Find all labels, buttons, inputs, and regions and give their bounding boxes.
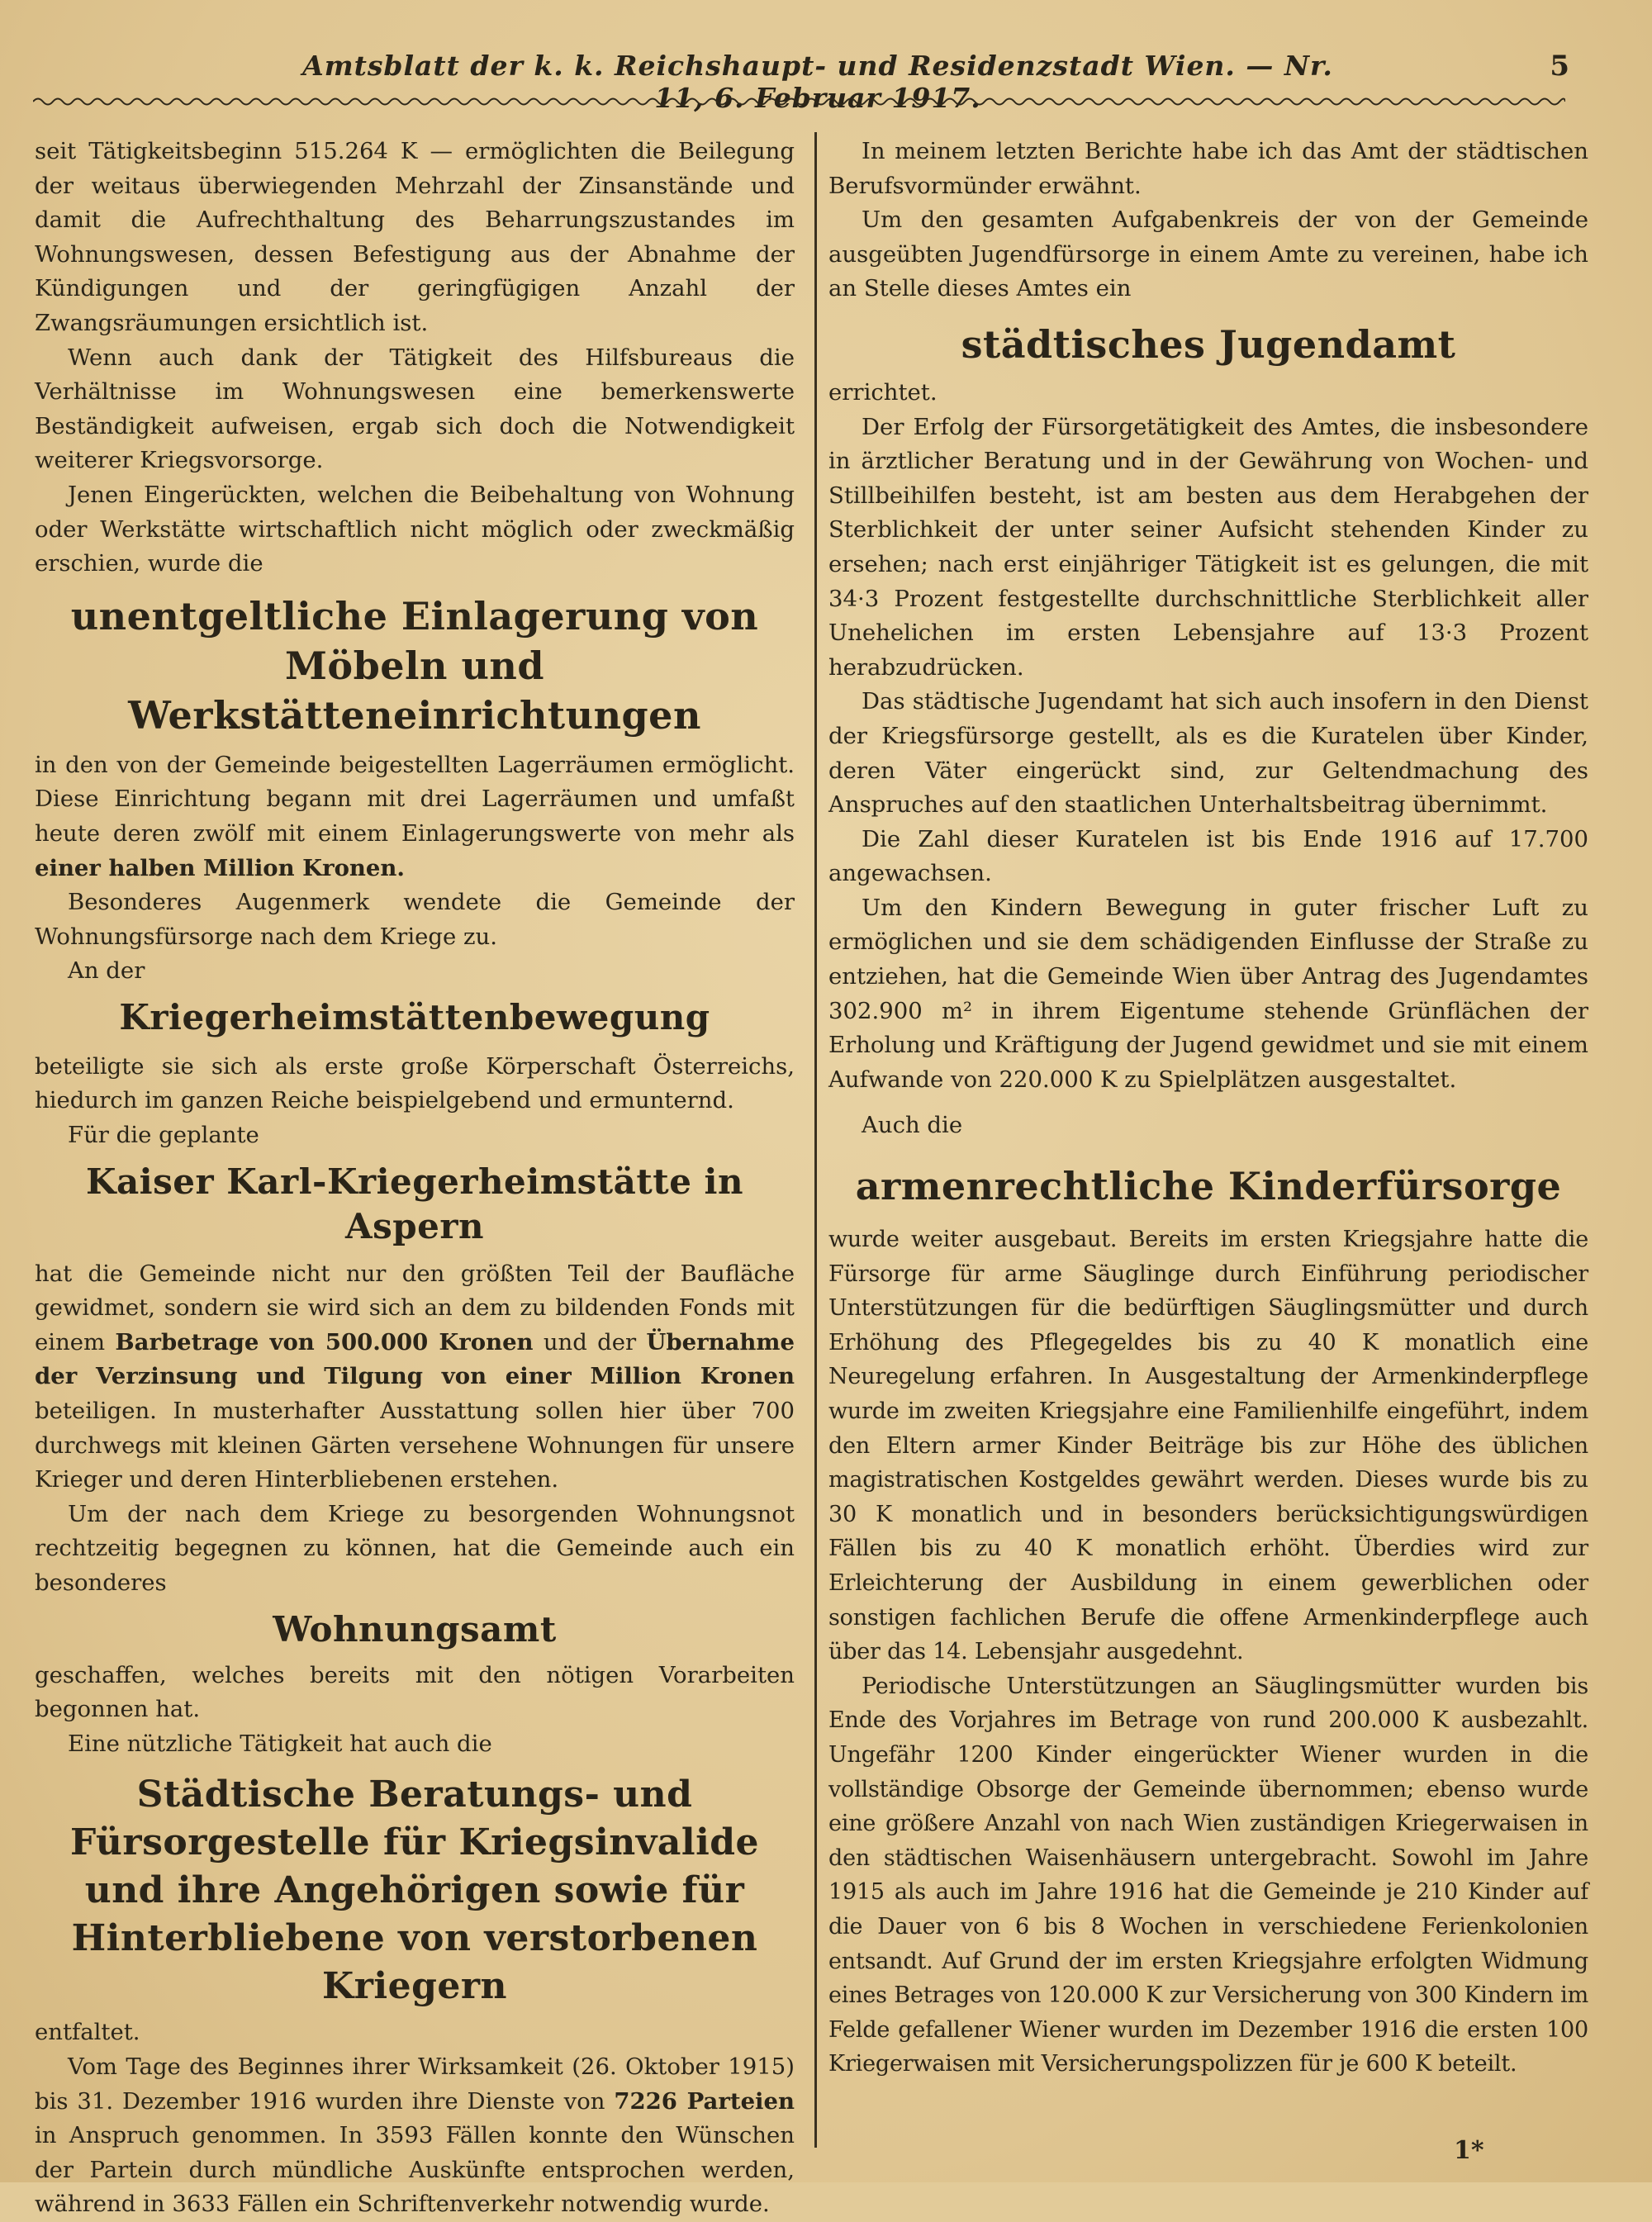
paragraph: Um den gesamten Aufgabenkreis der von der Gemeinde ausgeübten Jugendfürsorge in einem Amte zu vereinen, habe ich an Stelle dieses Amtes ein [828,207,1588,302]
paragraph: Periodische Unterstützungen an Säuglingsmütter wurden bis Ende des Vorjahres im Betrage von rund 200.000 K ausbezahlt. Ungefähr 1200 Kinder eingerückter Wiener wurden in die vollständige Obsorge der Gemeinde übernommen; ebenso wurde eine größere Anzahl von nach Wien zuständigen Kriegerwaisen in den städtischen Waisenhäusern untergebracht. Sowohl im Jahre 1915 als auch im Jahre 1916 hat die Gemeinde je 210 Kinder auf die Dauer von 6 bis 8 Wochen in verschiedene Ferienkolonien entsandt. Auf Grund der im ersten Kriegsjahre erfolgten Widmung eines Betrages von 120.000 K zur Versicherung von 300 Kindern im Felde gefallener Wiener wurden im Dezember 1916 die ersten 100 Kriegerwaisen mit Versicherungspolizzen für je 600 K beteilt. [828,1673,1588,2077]
section-heading: unentgeltliche Einlagerung von Möbeln und Werkstätteneinrichtungen [70,593,759,738]
paragraph: geschaffen, welches bereits mit den nötigen Vorarbeiten begonnen hat. [35,1661,795,1723]
paragraph: In meinem letzten Berichte habe ich das Amt der städtischen Berufsvormünder erwähnt. [828,138,1588,199]
paragraph: Der Erfolg der Fürsorgetätigkeit des Amtes, die insbesondere in ärztlicher Beratung und in der Gewährung von Wochen- und Stillbeihilfen besteht, ist am besten aus dem Herabgehen der Sterblichkeit der unter seiner Aufsicht stehenden Kinder zu ersehen; nach erst einjähriger Tätigkeit ist es gelungen, die mit 34·3 Prozent festgestellte durchschnittliche Sterblichkeit aller Unehelichen im ersten Lebensjahre auf 13·3 Prozent herabzudrücken. [828,413,1588,681]
emphasis-text: Übernahme der Verzinsung und Tilgung von einer Million Kronen [35,1328,795,1390]
masthead-title: Amtsblatt der k. k. Reichshaupt- und Residenzstadt Wien. — Nr. 11, 6. Februar 1917. [302,50,1333,114]
text-run: hat die Gemeinde nicht nur den größten Teil der Baufläche gewidmet, sondern sie wird sich an dem zu bildenden Fonds mit einem [35,1260,795,1356]
section-heading: städtisches Jugendamt [961,321,1456,367]
emphasis-text: 7226 Parteien [614,2087,795,2115]
paragraph: Um der nach dem Kriege zu besorgenden Wohnungsnot rechtzeitig begegnen zu können, hat die Gemeinde auch ein besonderes [35,1500,795,1596]
paragraph: wurde weiter ausgebaut. Bereits im ersten Kriegsjahre hatte die Fürsorge für arme Säuglinge durch Einführung periodischer Unterstützungen für die bedürftigen Säuglingsmütter und durch Erhöhung des Pflegegeldes bis zu 40 K monatlich eine Neuregelung erfahren. In Ausgestaltung der Armenkinderpflege wurde im zweiten Kriegsjahre eine Familienhilfe eingeführt, indem den Eltern armer Kinder Beiträge bis zur Höhe des üblichen magistratischen Kostgeldes gewährt werden. Dieses wurde bis zu 30 K monatlich und in besonders berücksichtigungswürdigen Fällen bis zu 40 K monatlich erhöht. Überdies wird zur Erleichterung der Ausbildung in einem gewerblichen oder sonstigen fachlichen Berufe die offene Armenkinderpflege auch über das 14. Lebensjahr ausgedehnt. [828,1227,1588,1665]
paragraph: seit Tätigkeitsbeginn 515.264 K — ermöglichten die Beilegung der weitaus überwiegenden Mehrzahl der Zinsanstände und damit die Aufrechthaltung des Beharrungszustandes im Wohnungswesen, dessen Befestigung aus der Abnahme der Kündigungen und der geringfügigen Anzahl der Zwangsräumungen ersichtlich ist. [35,138,795,336]
paragraph: An der [68,957,145,985]
paragraph: Um den Kindern Bewegung in guter frischer Luft zu ermöglichen und sie dem schädigenden Einflusse der Straße zu entziehen, hat die Gemeinde Wien über Antrag des Jugendamtes 302.900 m² in ihrem Eigentume stehende Grünflächen der Erholung und Kräftigung der Jugend gewidmet und sie mit einem Aufwande von 220.000 K zu Spielplätzen ausgestaltet. [828,894,1588,1093]
paragraph: Wenn auch dank der Tätigkeit des Hilfsbureaus die Verhältnisse im Wohnungswesen eine bemerkenswerte Beständigkeit aufweisen, ergab sich doch die Notwendigkeit weiterer Kriegsvorsorge. [35,344,795,474]
column-divider [814,132,817,2148]
paragraph: entfaltet. [35,2019,140,2046]
right-column [828,135,1588,2082]
section-heading: Wohnungsamt [273,1608,557,1650]
page-header [33,50,1602,114]
page-number: 5 [1550,50,1569,83]
emphasis-text: einer halben Million Kronen. [35,854,405,881]
text-run: Vom Tage des Beginnes ihrer Wirksamkeit (26. Oktober 1915) bis 31. Dezember 1916 wurden ihre Dienste von [35,2053,795,2115]
wavy-divider-rule [33,96,1565,107]
paragraph: Das städtische Jugendamt hat sich auch insofern in den Dienst der Kriegsfürsorge gestellt, als es die Kuratelen über Kinder, deren Väter eingerückt sind, zur Geltendmachung des Anspruches auf den staatlichen Unterhaltsbeitrag übernimmt. [828,688,1588,819]
paragraph [35,2050,795,2222]
text-run: in Anspruch genommen. In 3593 Fällen konnte den Wünschen der Partein durch mündliche Auskünfte entsprochen werden, während in 3633 Fällen ein Schriftenverkehr notwendig wurde. [35,2122,795,2218]
text-run: in den von der Gemeinde beigestellten Lagerräumen ermöglicht. Diese Einrichtung begann mit drei Lagerräumen und umfaßt heute deren zwölf mit einem Einlagerungswerte von mehr als [35,751,795,847]
text-run: und der [543,1328,637,1356]
paragraph: Jenen Eingerückten, welchen die Beibehaltung von Wohnung oder Werkstätte wirtschaftlich nicht möglich oder zweckmäßig erschien, wurde die [35,481,795,577]
left-column [35,135,795,2222]
section-heading: armenrechtliche Kinderfürsorge [855,1164,1562,1209]
paragraph: Besonderes Augenmerk wendete die Gemeinde der Wohnungsfürsorge nach dem Kriege zu. [35,889,795,950]
paragraph: Die Zahl dieser Kuratelen ist bis Ende 1916 auf 17.700 angewachsen. [828,825,1588,887]
emphasis-text: Barbetrage von 500.000 Kronen [115,1328,534,1356]
paragraph [35,1257,795,1498]
paragraph: errichtet. [828,378,938,406]
text-run: beteiligen. In musterhafter Ausstattung sollen hier über 700 durchwegs mit kleinen Gärten versehene Wohnungen für unsere Krieger und deren Hinterbliebenen erstehen. [35,1398,795,1493]
paragraph: beteiligte sie sich als erste große Körperschaft Österreichs, hiedurch im ganzen Reiche beispielgebend und ermunternd. [35,1052,795,1114]
paragraph [35,748,795,885]
section-heading: Kaiser Karl-Kriegerheimstätte in Aspern [85,1161,744,1246]
paragraph: Auch die [862,1112,963,1139]
paragraph: Für die geplante [68,1122,259,1149]
paragraph: Eine nützliche Tätigkeit hat auch die [68,1730,492,1757]
signature-mark: 1* [1454,2136,1484,2165]
section-heading: Kriegerheimstättenbewegung [119,996,710,1037]
section-heading: Städtische Beratungs- und Fürsorgestelle für Kriegsinvalide und ihre Angehörigen sowie für Hinterbliebene von verstorbenen Kriegern [69,1773,760,2008]
